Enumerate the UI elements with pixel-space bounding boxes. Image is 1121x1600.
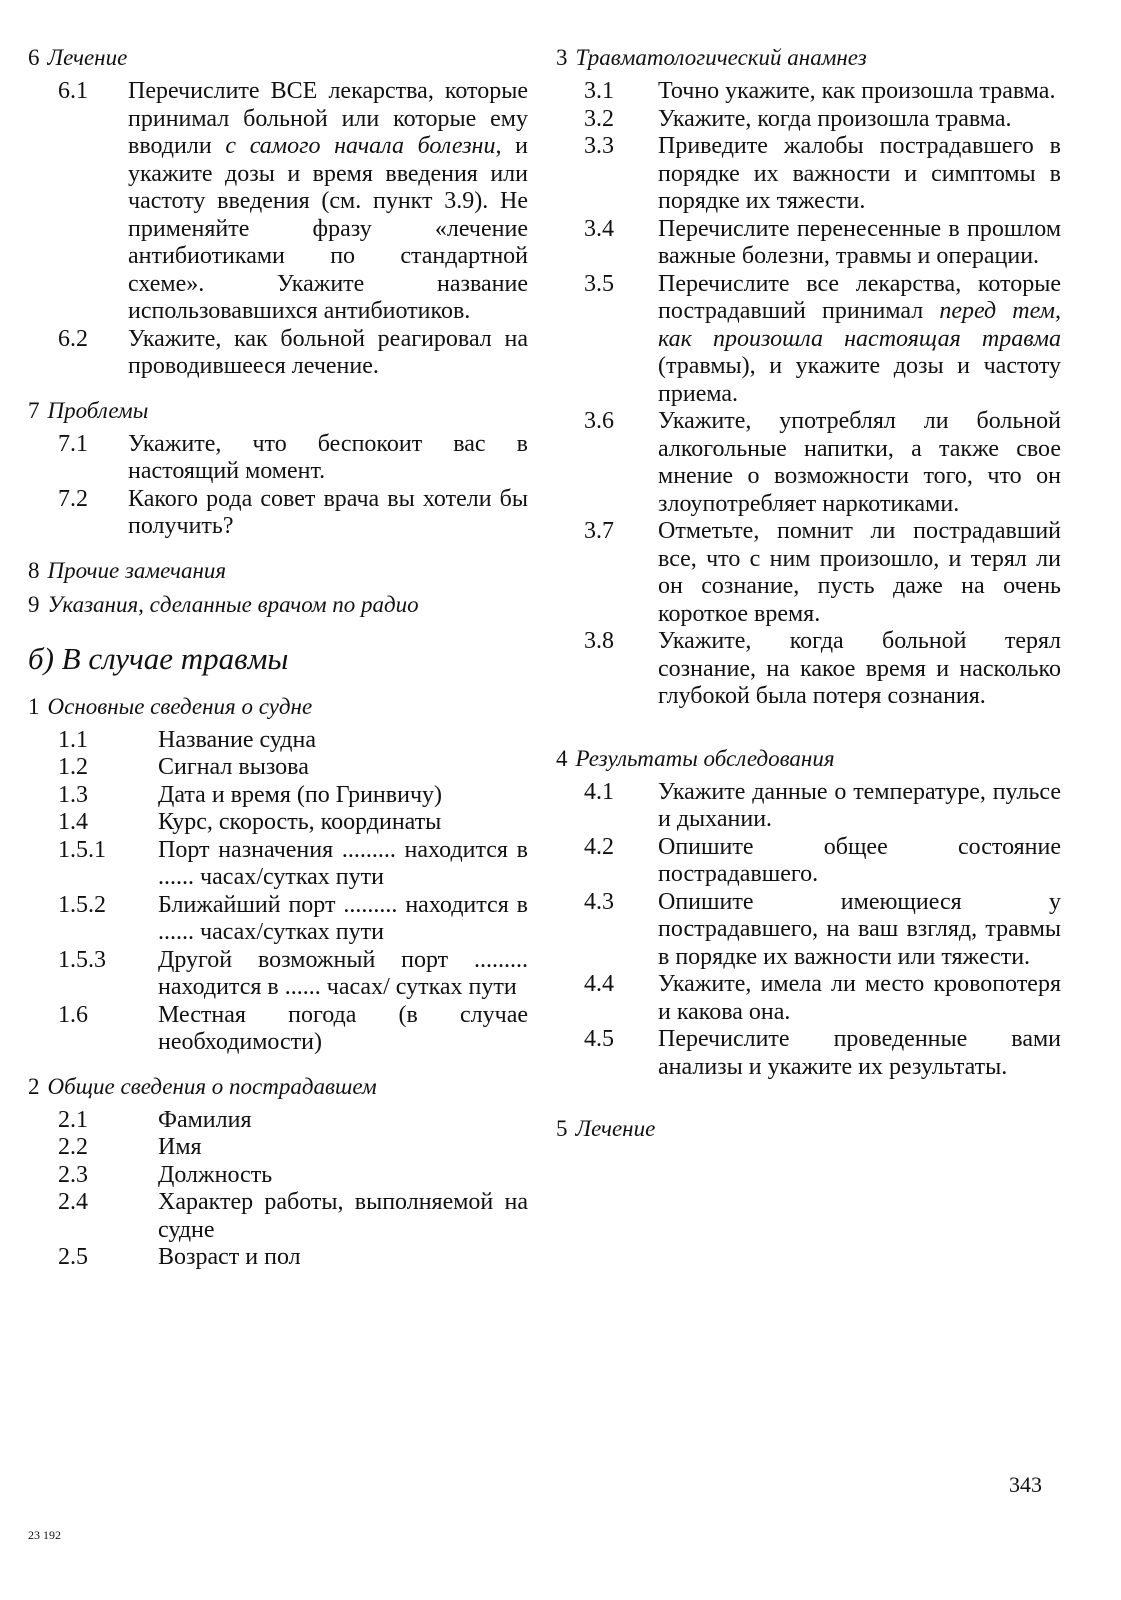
item-number: 1.6 — [58, 1001, 88, 1028]
item-text: Укажите данные о температуре, пульсе и дыхании. — [658, 778, 1061, 832]
list-item-4-3 — [556, 889, 1061, 972]
item-text: Опишите общее состояние пострадавшего. — [658, 833, 1061, 887]
item-text: Ближайший порт ......... находится в ...... часах/сутках пути — [158, 891, 528, 945]
list-item-3-1 — [556, 78, 1061, 106]
list-item-3-7 — [556, 518, 1061, 628]
item-text: Перечислите проведенные вами анализы и укажите их результаты. — [658, 1026, 1061, 1080]
item-number: 3.1 — [584, 78, 614, 104]
section-heading-6 — [28, 44, 528, 72]
left-column — [28, 44, 528, 1272]
list-item-7-2 — [28, 486, 528, 541]
item-text: Местная погода (в случае необходимости) — [158, 1001, 528, 1055]
item-number: 2.3 — [58, 1161, 88, 1188]
item-text: Приведите жалобы пострадавшего в порядке их важности и симптомы в порядке их тяжести. — [658, 133, 1061, 214]
item-number: 4.5 — [584, 1026, 614, 1052]
subchapter-heading: б) В случае травмы — [28, 640, 289, 676]
list-item-4-2 — [556, 834, 1061, 889]
section-title: Лечение — [47, 45, 128, 70]
section-number: 9 — [28, 591, 40, 617]
item-text: Сигнал вызова — [158, 754, 309, 780]
list-item-2-2 — [28, 1134, 528, 1162]
item-number: 3.5 — [584, 270, 614, 297]
item-text: Характер работы, выполняемой на судне — [158, 1189, 528, 1243]
item-text-emphasis: с самого начала болезни — [225, 133, 496, 159]
section-title: Лечение — [575, 1116, 656, 1141]
item-text: Укажите, как больной реагировал на проводившееся лечение. — [128, 325, 528, 379]
item-text-part: , и укажите дозы и время введения или частоту введения (см. пункт 3.9). Не применяйте фразу «лечение антибиотиками по стандартной схеме». Укажите название использовавшихся антибиотиков. — [128, 133, 529, 324]
item-number: 2.1 — [58, 1106, 88, 1133]
item-text: Опишите имеющиеся у пострадавшего, на ваш взгляд, травмы в порядке их важности или тяжести. — [658, 888, 1061, 970]
item-text: Курс, скорость, координаты — [158, 809, 442, 835]
item-text: Укажите, имела ли место кровопотеря и какова она. — [658, 971, 1061, 1025]
item-text: Имя — [158, 1134, 202, 1160]
section-number: 8 — [28, 557, 40, 583]
section-heading-b3 — [556, 44, 1061, 72]
item-number: 1.1 — [58, 726, 88, 753]
item-text: Укажите, когда произошла травма. — [658, 105, 1012, 132]
item-number: 6.1 — [58, 78, 88, 104]
list-item-2-5 — [28, 1244, 528, 1272]
item-number: 1.5.2 — [58, 891, 106, 918]
list-item-3-3 — [556, 133, 1061, 216]
section-title: Указания, сделанные врачом по радио — [47, 591, 419, 617]
item-number: 7.2 — [58, 485, 88, 512]
item-number: 3.4 — [584, 215, 614, 242]
item-number: 1.2 — [58, 754, 88, 780]
list-item-7-1 — [28, 431, 528, 486]
item-number: 2.5 — [58, 1244, 88, 1270]
item-number: 2.4 — [58, 1189, 88, 1215]
item-text: Перечислите перенесенные в прошлом важные болезни, травмы и операции. — [658, 215, 1061, 269]
page-number: 343 — [1009, 1472, 1042, 1497]
item-number: 3.6 — [584, 408, 614, 434]
list-item-3-2 — [556, 106, 1061, 134]
item-number: 1.4 — [58, 809, 88, 835]
section-heading-b4 — [556, 745, 1061, 773]
item-text: Укажите, употреблял ли больной алкогольные напитки, а также свое мнение о возможности того, что он злоупотребляет наркотиками. — [658, 408, 1061, 517]
item-text: Какого рода совет врача вы хотели бы получить? — [128, 485, 528, 539]
list-item-3-8 — [556, 628, 1061, 711]
item-number: 4.3 — [584, 888, 614, 915]
section-number: 1 — [28, 693, 40, 719]
item-number: 3.8 — [584, 628, 614, 654]
list-item-2-3 — [28, 1162, 528, 1190]
list-item-1-4 — [28, 809, 528, 837]
section-title: Основные сведения о судне — [47, 693, 313, 719]
section-heading-7 — [28, 397, 528, 425]
item-text-part: Перечислите ВСЕ лекарства, которые принимал больной или которые ему вводили — [128, 78, 528, 159]
section-number: 4 — [556, 745, 568, 771]
item-text: Дата и время (по Гринвичу) — [158, 781, 443, 808]
item-text: Название судна — [158, 726, 317, 753]
item-text: Укажите, что беспокоит вас в настоящий момент. — [128, 430, 528, 484]
section-heading-b1 — [28, 693, 528, 721]
section-number: 5 — [556, 1116, 568, 1141]
list-item-1-6 — [28, 1002, 528, 1057]
item-text: Отметьте, помнит ли пострадавший все, что с ним произошло, и терял ли он сознание, пусть даже на очень короткое время. — [658, 518, 1061, 627]
list-item-1-3 — [28, 782, 528, 810]
list-item-2-1 — [28, 1107, 528, 1135]
list-item-4-1 — [556, 779, 1061, 834]
list-item-6-1 — [28, 78, 528, 326]
item-text: Порт назначения ......... находится в ...... часах/сутках пути — [158, 836, 528, 890]
item-number: 7.1 — [58, 430, 88, 457]
section-title: Проблемы — [47, 397, 149, 423]
right-column — [556, 44, 1061, 1149]
list-item-1-5-1 — [28, 837, 528, 892]
list-item-4-4 — [556, 971, 1061, 1026]
item-text: Фамилия — [158, 1106, 252, 1133]
section-number: 2 — [28, 1073, 40, 1099]
list-item-3-5 — [556, 271, 1061, 409]
section-title: Прочие замечания — [47, 557, 227, 583]
section-title: Результаты обследования — [575, 745, 835, 771]
item-number: 1.3 — [58, 781, 88, 808]
list-item-2-4 — [28, 1189, 528, 1244]
item-text: Точно укажите, как произошла травма. — [658, 78, 1056, 104]
section-heading-b5 — [556, 1115, 1061, 1143]
item-text: Возраст и пол — [158, 1244, 301, 1270]
section-number: 3 — [556, 45, 568, 70]
item-text: Укажите, когда больной терял сознание, на какое время и насколько глубокой была потеря сознания. — [658, 628, 1061, 709]
list-item-1-5-2 — [28, 892, 528, 947]
item-text — [128, 78, 528, 326]
section-number: 6 — [28, 45, 40, 70]
item-number: 4.4 — [584, 971, 614, 997]
section-title: Общие сведения о пострадавшем — [47, 1073, 377, 1099]
item-number: 2.2 — [58, 1134, 88, 1160]
section-number: 7 — [28, 397, 40, 423]
item-number: 1.5.3 — [58, 946, 106, 973]
section-heading-9 — [28, 591, 528, 619]
section-title: Травматологический анамнез — [575, 45, 867, 70]
list-item-1-5-3 — [28, 947, 528, 1002]
item-number: 4.1 — [584, 778, 614, 805]
item-number: 1.5.1 — [58, 836, 106, 863]
list-item-3-4 — [556, 216, 1061, 271]
item-number: 3.2 — [584, 105, 614, 132]
list-item-4-5 — [556, 1026, 1061, 1081]
item-text — [658, 271, 1061, 409]
list-item-1-1 — [28, 727, 528, 755]
item-text: Другой возможный порт ......... находится в ...... часах/ сутках пути — [158, 946, 528, 1000]
print-signature-mark: 23 192 — [28, 1528, 61, 1542]
item-number: 6.2 — [58, 325, 88, 352]
list-item-1-2 — [28, 754, 528, 782]
item-text-emphasis: перед тем, как произошла настоящая травма — [658, 298, 1061, 352]
section-heading-b2 — [28, 1073, 528, 1101]
item-text-part: (травмы), и укажите дозы и частоту приема. — [658, 353, 1061, 407]
section-heading-8 — [28, 557, 528, 585]
list-item-6-2 — [28, 326, 528, 381]
item-number: 3.7 — [584, 518, 614, 544]
item-number: 3.3 — [584, 133, 614, 159]
item-text: Должность — [158, 1161, 273, 1188]
item-text-part: Перечислите все лекарства, которые пострадавший принимал — [658, 270, 1061, 324]
item-number: 4.2 — [584, 833, 614, 860]
list-item-3-6 — [556, 408, 1061, 518]
